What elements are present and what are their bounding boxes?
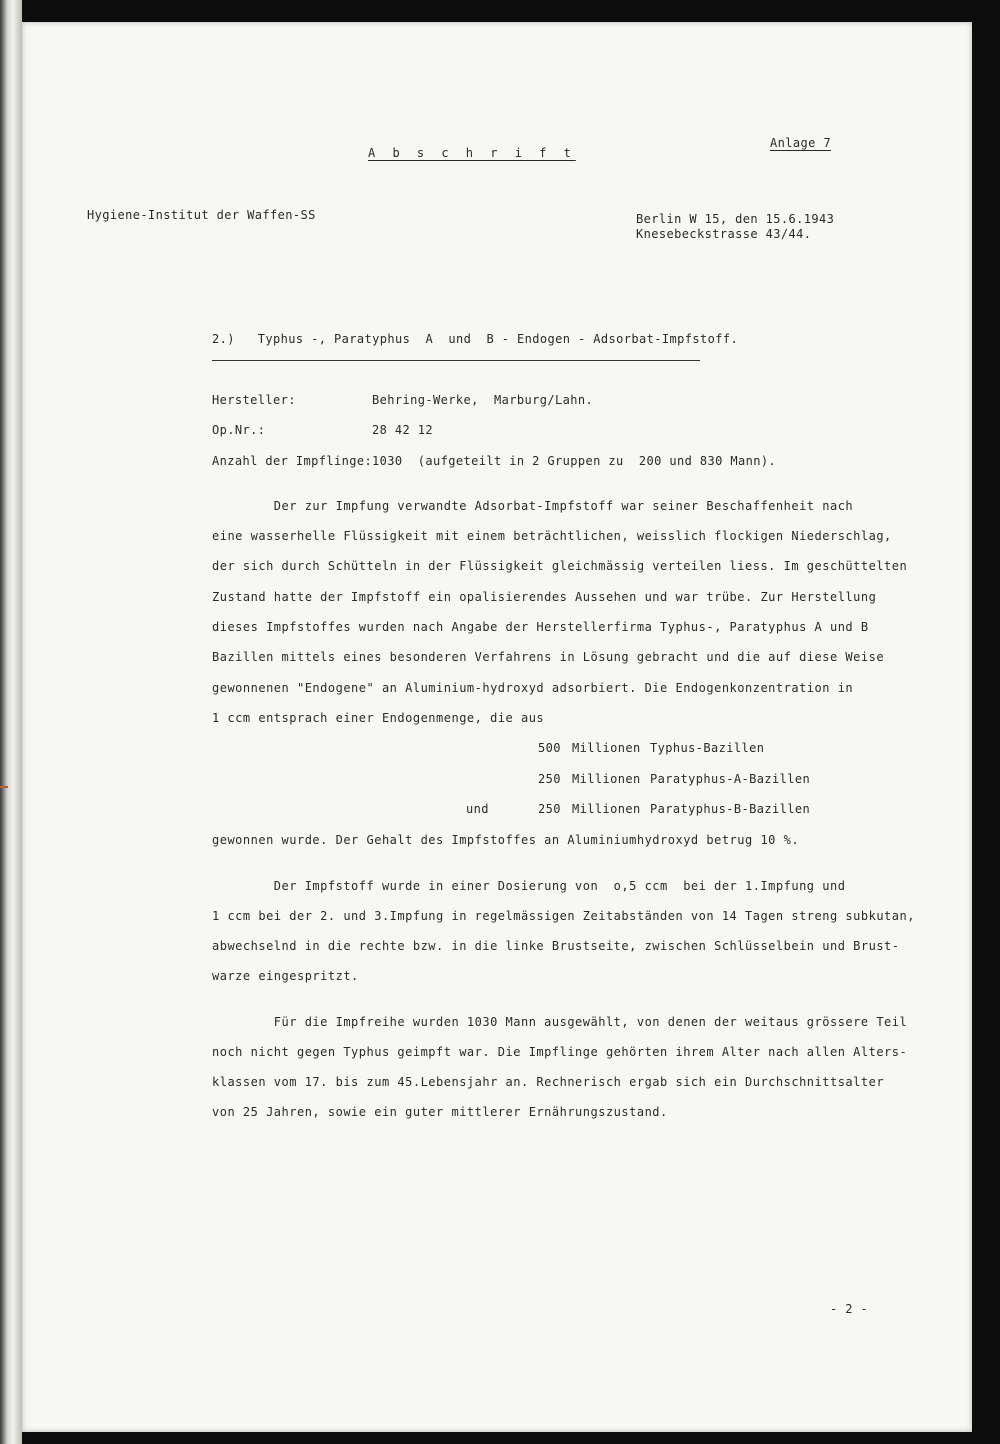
place-date: Berlin W 15, den 15.6.1943 xyxy=(636,212,835,226)
paragraph3-line: klassen vom 17. bis zum 45.Lebensjahr an. Rechnerisch ergab sich ein Durchschnittsalter xyxy=(212,1075,885,1089)
bacilli-unit: Millionen xyxy=(572,741,641,755)
paragraph1-end: gewonnen wurde. Der Gehalt des Impfstoffes an Aluminiumhydroxyd betrug 10 %. xyxy=(212,833,800,847)
institute-name: Hygiene-Institut der Waffen-SS xyxy=(87,208,316,222)
paragraph1-line: Bazillen mittels eines besonderen Verfahrens in Lösung gebracht und die auf diese Weise xyxy=(212,650,885,664)
paragraph2-line: warze eingespritzt. xyxy=(212,969,359,983)
street-address: Knesebeckstrasse 43/44. xyxy=(636,227,812,241)
bacilli-name: Paratyphus-B-Bazillen xyxy=(650,802,811,816)
section-heading: 2.) Typhus -, Paratyphus A und B - Endogen - Adsorbat-Impfstoff. xyxy=(212,332,739,346)
manufacturer-value: Behring-Werke, Marburg/Lahn. xyxy=(372,393,594,407)
bacilli-name: Typhus-Bazillen xyxy=(650,741,765,755)
paragraph1-line: 1 ccm entsprach einer Endogenmenge, die aus xyxy=(212,711,545,725)
bacilli-prefix: und xyxy=(466,802,489,816)
document-title: A b s c h r i f t xyxy=(368,146,576,160)
bacilli-count: 250 xyxy=(538,772,561,786)
binding-edge xyxy=(0,0,22,1444)
paragraph1-line: Zustand hatte der Impfstoff ein opalisierendes Aussehen und war trübe. Zur Herstellung xyxy=(212,590,877,604)
paragraph2-line: abwechselnd in die rechte bzw. in die linke Brustseite, zwischen Schlüsselbein und Brust- xyxy=(212,939,900,953)
paragraph1-line: eine wasserhelle Flüssigkeit mit einem beträchtlichen, weisslich flockigen Niederschlag, xyxy=(212,529,892,543)
bacilli-unit: Millionen xyxy=(572,772,641,786)
paragraph1-line: Der zur Impfung verwandte Adsorbat-Impfstoff war seiner Beschaffenheit nach xyxy=(212,499,854,513)
op-number-value: 28 42 12 xyxy=(372,423,433,437)
edge-marker xyxy=(0,786,8,788)
paragraph3-line: von 25 Jahren, sowie ein guter mittlerer Ernährungszustand. xyxy=(212,1105,668,1119)
bacilli-count: 500 xyxy=(538,741,561,755)
page-number-marker: - 2 - xyxy=(830,1302,869,1316)
vaccinees-label: Anzahl der Impflinge: xyxy=(212,454,373,468)
paragraph1-line: gewonnenen "Endogene" an Aluminium-hydroxyd adsorbiert. Die Endogenkonzentration in xyxy=(212,681,854,695)
paragraph1-line: der sich durch Schütteln in der Flüssigkeit gleichmässig verteilen liess. Im geschüttelten xyxy=(212,559,908,573)
vaccinees-value: 1030 (aufgeteilt in 2 Gruppen zu 200 und 830 Mann). xyxy=(372,454,777,468)
bacilli-count: 250 xyxy=(538,802,561,816)
paragraph3-line: noch nicht gegen Typhus geimpft war. Die Impflinge gehörten ihrem Alter nach allen Alters- xyxy=(212,1045,908,1059)
paragraph2-line: Der Impfstoff wurde in einer Dosierung von o,5 ccm bei der 1.Impfung und xyxy=(212,879,846,893)
paragraph3-line: Für die Impfreihe wurden 1030 Mann ausgewählt, von denen der weitaus grössere Teil xyxy=(212,1015,908,1029)
op-number-label: Op.Nr.: xyxy=(212,423,266,437)
heading-rule xyxy=(212,360,700,361)
manufacturer-label: Hersteller: xyxy=(212,393,296,407)
paragraph2-line: 1 ccm bei der 2. und 3.Impfung in regelmässigen Zeitabständen von 14 Tagen streng subkutan, xyxy=(212,909,915,923)
bacilli-unit: Millionen xyxy=(572,802,641,816)
bacilli-name: Paratyphus-A-Bazillen xyxy=(650,772,811,786)
attachment-label: Anlage 7 xyxy=(770,136,831,150)
paragraph1-line: dieses Impfstoffes wurden nach Angabe der Herstellerfirma Typhus-, Paratyphus A und B xyxy=(212,620,869,634)
document-page xyxy=(22,22,972,1432)
